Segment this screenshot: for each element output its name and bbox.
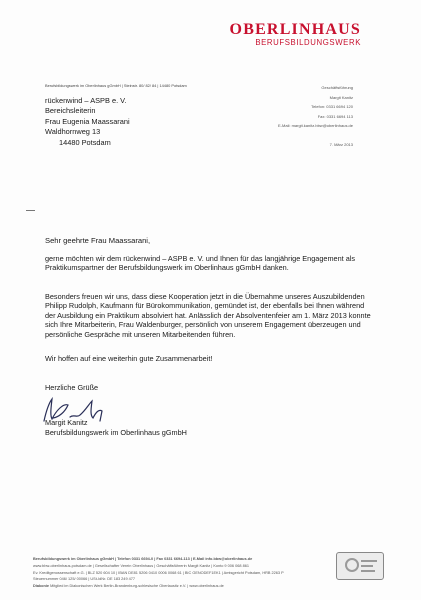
diakonie-brand: Diakonie [33,584,50,589]
contact-phone: Telefon: 0331 6694 120 [311,104,353,110]
recipient-street: Waldhornweg 13 [45,127,101,137]
recipient-role: Bereichsleiterin [45,106,96,116]
recipient-name: Frau Eugenia Maassarani [45,116,130,126]
salutation: Sehr geehrte Frau Maassarani, [45,236,151,245]
contact-block [278,83,353,150]
contact-email: E-Mail: margit.kanitz.bbw@oberlinhaus.de [278,123,353,129]
footer-line-5 [33,583,413,590]
letter-date: 7. März 2013 [329,141,353,147]
logo-name: OBERLINHAUS [229,21,361,38]
recipient-city: 14480 Potsdam [59,137,111,147]
contact-fax: Fax: 0331 6694 113 [317,113,353,119]
contact-title: Geschäftsführung [321,85,353,90]
signer-block [45,418,187,437]
signer-org: Berufsbildungswerk im Oberlinhaus gGmbH [45,427,187,437]
paragraph-2: Besonders freuen wir uns, dass diese Kooperation jetzt in die Übernahme unseres Auszubildenden Philipp Rudolph, Kaufmann für Bürokommunikation, gemündet ist, der ebenfalls bei Ihnen während der Ausbildung ein Praktikum absolviert hat. Anlässlich der Absolventenfeier am 1. März 2013 konnte sich Ihre Mitarbeiterin, Frau Waldenburger, persönlich von unserem Engagement überzeugen und persönliche Gespräche mit unseren Mitarbeitenden führen. [45,292,371,339]
signer-name: Margit Kanitz [45,418,88,427]
contact-name: Margit Kanitz [329,94,353,100]
footer-membership: Mitglied im Diakonischen Werk Berlin-Brandenburg-schlesische Oberlausitz e.V. | www.oberlinhaus.de [50,584,224,589]
logo-subtitle: BERUFSBILDUNGSWERK [255,38,361,47]
footer-line-4: Steuernummer 046/ 125/ 00066 | USt-IdNr. DE 183 249 477 [33,577,136,582]
footer-line-1: Berufsbildungswerk im Oberlinhaus gGmbH | Telefon 0331 6694-0 | Fax 0331 6694-113 | E-Mail info.bbw@oberlinhaus.de [33,557,253,561]
oberlinhaus-logo [230,22,361,48]
fold-mark [26,210,35,211]
certification-badge-icon [336,552,384,580]
recipient-address [45,96,130,148]
paragraph-1: gerne möchten wir dem rückenwind – ASPB e. V. und Ihnen für das langjährige Engagement als Praktikumspartner der Berufsbildungswerk im Oberlinhaus gGmbH danken. [45,254,356,273]
closing: Herzliche Grüße [45,383,99,392]
sender-line: Berufsbildungswerk im Oberlinhaus gGmbH | Steinstr. 80/ 82/ 84 | 14480 Potsdam [45,83,187,88]
recipient-org: rückenwind – ASPB e. V. [45,96,127,105]
footer-line-2: www.bbw-oberlinhaus-potsdam.de | Gesellschafter Verein Oberlinhaus | Geschäftsführerin Margit Kanitz | Konto 9 006 068 861 [33,563,250,568]
footer-line-3: Ev. Kreditgenossenschaft e.G. | BLZ 520 604 10 | IBAN DE81 5206 0410 0006 0068 61 | BIC GENODEF1EK1 | Amtsgericht Potsdam, HRB 2263 P [33,570,284,575]
paragraph-3: Wir hoffen auf eine weiterhin gute Zusammenarbeit! [45,354,213,363]
